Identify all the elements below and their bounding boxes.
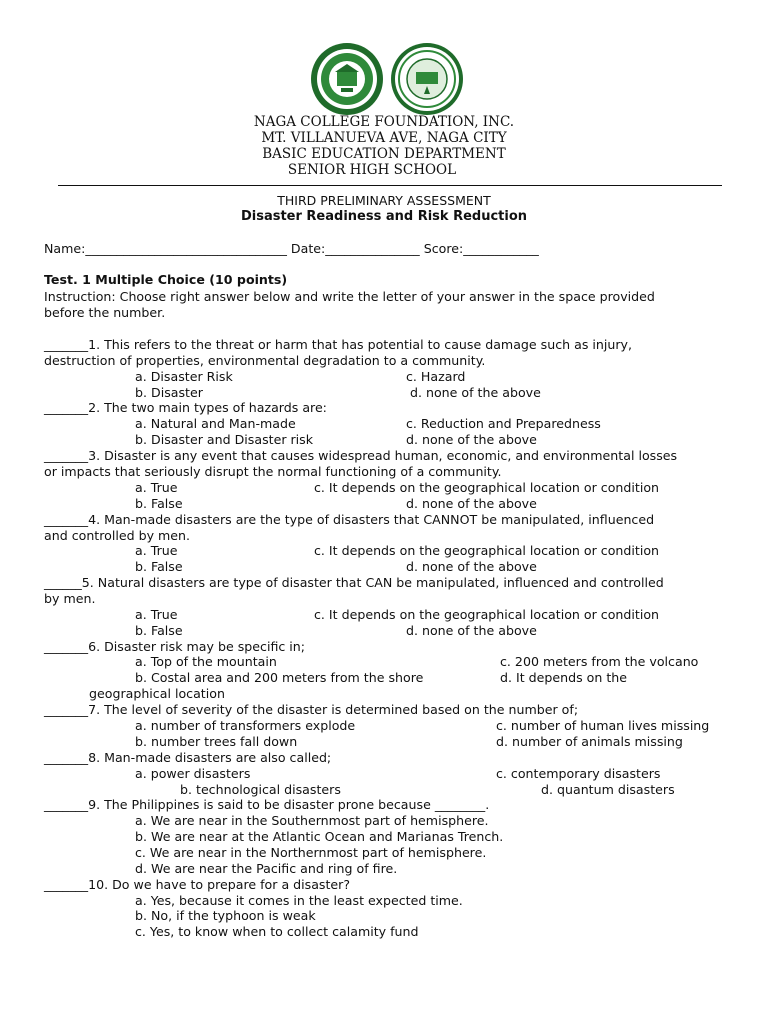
option: a. Natural and Man-made xyxy=(135,416,296,431)
option: a. True xyxy=(135,543,178,558)
option-cont: geographical location xyxy=(89,686,225,701)
option: b. False xyxy=(135,623,183,638)
question-4-cont: and controlled by men. xyxy=(44,528,191,543)
option: a. True xyxy=(135,480,178,495)
option: d. none of the above xyxy=(406,496,537,511)
option: a. Disaster Risk xyxy=(135,369,233,384)
option: b. No, if the typhoon is weak xyxy=(135,908,316,923)
option: c. Yes, to know when to collect calamity fund xyxy=(135,924,419,939)
option: b. Costal area and 200 meters from the shore xyxy=(135,670,424,685)
header-logos xyxy=(310,42,470,122)
question-1-cont: destruction of properties, environmental degradation to a community. xyxy=(44,353,486,368)
question-4: _______4. Man-made disasters are the type of disasters that CANNOT be manipulated, influenced xyxy=(44,512,655,527)
option: b. technological disasters xyxy=(180,782,341,797)
option: c. It depends on the geographical location or condition xyxy=(314,543,660,558)
option: d. quantum disasters xyxy=(541,782,675,797)
option: a. Top of the mountain xyxy=(135,654,277,669)
assessment-title: THIRD PRELIMINARY ASSESSMENT xyxy=(277,193,491,208)
option: c. contemporary disasters xyxy=(496,766,661,781)
naga-college-seal-icon xyxy=(310,42,384,116)
option: c. number of human lives missing xyxy=(496,718,710,733)
question-5: ______5. Natural disasters are type of disaster that CAN be manipulated, influenced and controlled xyxy=(44,575,664,590)
question-6: _______6. Disaster risk may be specific in; xyxy=(44,639,306,654)
option: c. We are near in the Northernmost part of hemisphere. xyxy=(135,845,487,860)
school-seal-icon xyxy=(390,42,464,116)
option: a. power disasters xyxy=(135,766,251,781)
option: c. Hazard xyxy=(406,369,466,384)
option: d. none of the above xyxy=(406,623,537,638)
option: c. Reduction and Preparedness xyxy=(406,416,601,431)
instruction-line-2: before the number. xyxy=(44,305,166,320)
option: b. False xyxy=(135,496,183,511)
question-1: _______1. This refers to the threat or harm that has potential to cause damage such as injury, xyxy=(44,337,632,352)
option: d. It depends on the xyxy=(500,670,628,685)
option: c. It depends on the geographical location or condition xyxy=(314,607,660,622)
test-heading: Test. 1 Multiple Choice (10 points) xyxy=(44,272,288,287)
address: MT. VILLANUEVA AVE, NAGA CITY xyxy=(261,130,507,146)
header-divider xyxy=(58,185,722,186)
question-7: _______7. The level of severity of the disaster is determined based on the number of; xyxy=(44,702,579,717)
option: b. number trees fall down xyxy=(135,734,298,749)
option: d. We are near the Pacific and ring of fire. xyxy=(135,861,398,876)
option: b. Disaster xyxy=(135,385,203,400)
question-3-cont: or impacts that seriously disrupt the normal functioning of a community. xyxy=(44,464,502,479)
question-10: _______10. Do we have to prepare for a disaster? xyxy=(44,877,351,892)
option: d. number of animals missing xyxy=(496,734,683,749)
option: c. It depends on the geographical location or condition xyxy=(314,480,660,495)
school-level: SENIOR HIGH SCHOOL xyxy=(287,162,457,178)
question-2: _______2. The two main types of hazards are: xyxy=(44,400,327,415)
option: b. We are near at the Atlantic Ocean and Marianas Trench. xyxy=(135,829,504,844)
option: d. none of the above xyxy=(406,559,537,574)
question-9: _______9. The Philippines is said to be disaster prone because ________. xyxy=(44,797,490,812)
name-date-score-fields: Name:________________________________ Date:_______________ Score:____________ xyxy=(44,241,539,256)
option: b. False xyxy=(135,559,183,574)
option: b. Disaster and Disaster risk xyxy=(135,432,314,447)
option: a. number of transformers explode xyxy=(135,718,356,733)
department: BASIC EDUCATION DEPARTMENT xyxy=(262,146,506,162)
option: a. Yes, because it comes in the least expected time. xyxy=(135,893,463,908)
option: d. none of the above xyxy=(406,432,537,447)
question-3: _______3. Disaster is any event that causes widespread human, economic, and environmental losses xyxy=(44,448,678,463)
subject-title: Disaster Readiness and Risk Reduction xyxy=(240,209,528,224)
instruction-line-1: Instruction: Choose right answer below and write the letter of your answer in the space provided xyxy=(44,289,655,304)
option: a. We are near in the Southernmost part of hemisphere. xyxy=(135,813,489,828)
org-name: NAGA COLLEGE FOUNDATION, INC. xyxy=(253,114,515,130)
question-8: _______8. Man-made disasters are also called; xyxy=(44,750,332,765)
option: d. none of the above xyxy=(410,385,541,400)
question-5-cont: by men. xyxy=(44,591,96,606)
option: a. True xyxy=(135,607,178,622)
option: c. 200 meters from the volcano xyxy=(500,654,699,669)
